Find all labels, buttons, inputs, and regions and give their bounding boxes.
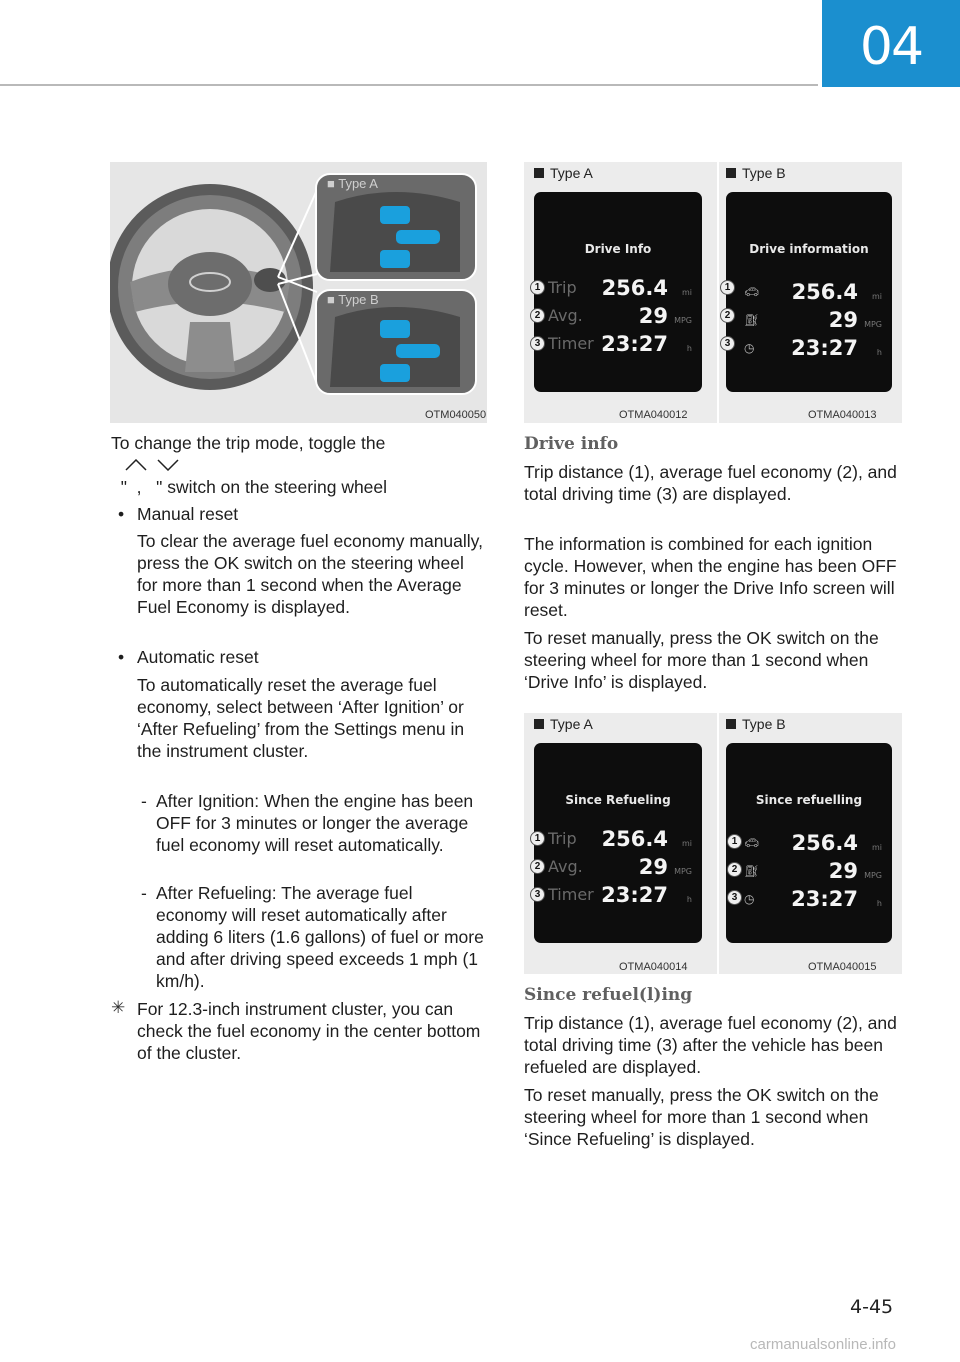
avg-row: ⛽︎ 29 MPG <box>744 859 882 883</box>
timer-row: ◷ 23:27 h <box>744 336 882 360</box>
avg-row: ⛽︎ 29 MPG <box>744 308 882 332</box>
since-refueling-heading: Since refuel(l)ing <box>524 985 693 1005</box>
callout-1: 1 <box>530 280 545 295</box>
refuel-type-a-label: Type A <box>534 716 593 732</box>
clock-icon: ◷ <box>744 892 755 906</box>
timer-row: ◷ 23:27 h <box>744 887 882 911</box>
callout-1: 1 <box>530 831 545 846</box>
trip-row: 🚗︎ 256.4 mi <box>744 831 882 855</box>
page-number: 4-45 <box>850 1296 894 1318</box>
callout-2: 2 <box>530 308 545 323</box>
type-b-callout-label: ■ Type B <box>327 292 379 307</box>
timer-row: Timer 23:27 h <box>548 883 692 907</box>
drive-info-screen-type-b <box>726 192 892 392</box>
header-rule <box>0 84 818 86</box>
note-text: For 12.3-inch instrument cluster, you can check the fuel economy in the center bottom of the cluster. <box>137 999 481 1063</box>
after-refueling-item: - After Refueling: The average fuel economy will reset automatically after adding 6 liters (1.6 gallons) of fuel or more and after driving speed exceeds 1 mph (1 km/h). <box>156 882 487 992</box>
since-refueling-paragraph-1: Trip distance (1), average fuel economy (2), and total driving time (3) after the vehicle has been refueled are displayed. <box>524 1013 897 1077</box>
avg-row: Avg. 29 MPG <box>548 855 692 879</box>
automatic-reset-title: • Automatic reset <box>137 646 487 668</box>
refuel-screen-type-b <box>726 743 892 943</box>
avg-row: Avg. 29 MPG <box>548 304 692 328</box>
clock-icon: ◷ <box>744 341 755 355</box>
chevron-down-icon <box>157 459 179 471</box>
drive-info-type-a-label: Type A <box>534 165 593 181</box>
watermark: carmanualsonline.info <box>750 1336 896 1353</box>
refuel-type-b-label: Type B <box>726 716 786 732</box>
screen-title: Since Refueling <box>565 793 671 807</box>
screen-title: Drive Info <box>584 242 652 256</box>
timer-row: Timer 23:27 h <box>548 332 692 356</box>
chevron-up-icon <box>125 459 147 471</box>
callout-3: 3 <box>530 336 545 351</box>
callout-1: 1 <box>720 280 735 295</box>
car-icon: 🚗︎ <box>744 285 760 299</box>
after-ignition-item: - After Ignition: When the engine has been OFF for 3 minutes or longer the average fuel economy will reset automatically. <box>156 790 487 856</box>
steering-wheel-figure <box>110 162 487 423</box>
screen-title: Drive information <box>749 242 869 256</box>
fuel-pump-icon: ⛽︎ <box>744 864 760 878</box>
refuel-screen-type-a <box>534 743 702 943</box>
note-asterisk-icon: ✳ <box>111 998 126 1018</box>
car-icon: 🚗︎ <box>744 836 760 850</box>
intro-line-1: To change the trip mode, toggle the <box>111 433 386 453</box>
callout-3: 3 <box>530 887 545 902</box>
since-refueling-paragraph-2: To reset manually, press the OK switch on the steering wheel for more than 1 second when ‘Since Refueling’ is displayed. <box>524 1085 879 1149</box>
manual-reset-body: To clear the average fuel economy manually, press the OK switch on the steering wheel for more than 1 second when the Average Fuel Economy is displayed. <box>137 531 483 617</box>
drive-info-heading: Drive info <box>524 434 619 454</box>
drive-info-screen-type-a <box>534 192 702 392</box>
intro-line-2-text: " , " switch on the steering wheel <box>120 477 388 497</box>
fuel-pump-icon: ⛽︎ <box>744 313 760 327</box>
callout-3: 3 <box>727 890 742 905</box>
drive-info-paragraph-3: To reset manually, press the OK switch on the steering wheel for more than 1 second when ‘Drive Info’ is displayed. <box>524 628 879 692</box>
figure-code: OTM040050 <box>425 409 487 421</box>
drive-info-paragraph-2: The information is combined for each ignition cycle. However, when the engine has been OFF for 3 minutes or longer the Drive Info screen will reset. <box>524 534 897 620</box>
trip-row: 🚗︎ 256.4 mi <box>744 280 882 304</box>
figure-code: OTMA040015 <box>808 961 877 973</box>
type-a-callout-label: ■ Type A <box>327 176 378 191</box>
figure-code: OTMA040012 <box>619 409 688 421</box>
screen-title: Since refuelling <box>755 793 863 807</box>
steering-wheel-illustration <box>110 162 487 423</box>
chapter-tab: 04 <box>822 0 960 87</box>
callout-2: 2 <box>530 859 545 874</box>
callout-3: 3 <box>720 336 735 351</box>
trip-row: Trip 256.4 mi <box>548 827 692 851</box>
automatic-reset-body: To automatically reset the average fuel economy, select between ‘After Ignition’ or ‘After Refueling’ from the Settings menu in the instrument cluster. <box>137 675 465 761</box>
drive-info-paragraph-1: Trip distance (1), average fuel economy (2), and total driving time (3) are displayed. <box>524 462 897 504</box>
callout-2: 2 <box>720 308 735 323</box>
intro-line-2 <box>111 454 491 542</box>
callout-1: 1 <box>727 834 742 849</box>
figure-code: OTMA040014 <box>619 961 688 973</box>
drive-info-type-b-label: Type B <box>726 165 786 181</box>
figure-divider <box>717 713 719 974</box>
figure-divider <box>717 162 719 423</box>
figure-code: OTMA040013 <box>808 409 877 421</box>
manual-reset-title: • Manual reset <box>137 503 487 525</box>
callout-2: 2 <box>727 862 742 877</box>
trip-row: Trip 256.4 mi <box>548 276 692 300</box>
